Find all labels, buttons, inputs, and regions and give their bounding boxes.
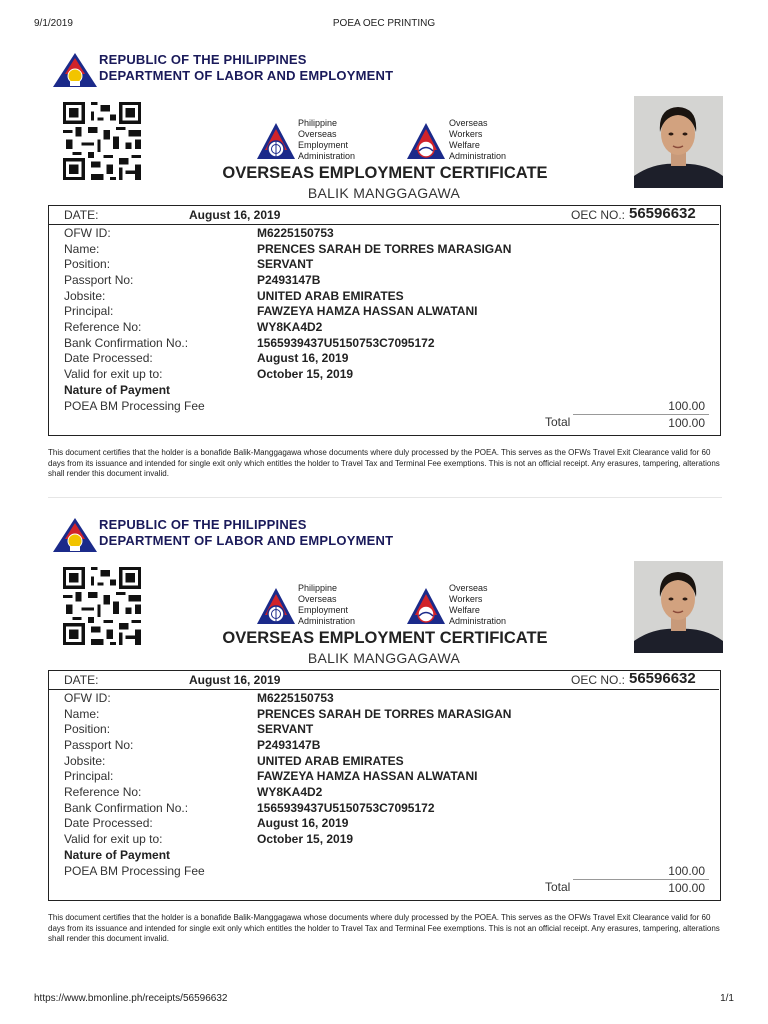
field-label: Name: bbox=[64, 707, 100, 721]
passport-value: P2493147B bbox=[257, 738, 321, 752]
owwa-seal-icon bbox=[406, 122, 446, 162]
position-value: SERVANT bbox=[257, 722, 314, 736]
oec-label: OEC NO.: bbox=[571, 208, 626, 222]
nature-of-payment-label: Nature of Payment bbox=[64, 848, 171, 862]
republic-heading: REPUBLIC OF THE PHILIPPINES bbox=[99, 517, 307, 532]
field-label: Reference No: bbox=[64, 785, 142, 799]
source-url: https://www.bmonline.ph/receipts/56596632 bbox=[34, 993, 228, 1004]
certificate-copy-2 bbox=[0, 465, 768, 943]
header-divider bbox=[49, 689, 719, 690]
date-value: August 16, 2019 bbox=[189, 208, 281, 222]
field-label: Bank Confirmation No.: bbox=[64, 336, 189, 350]
field-label: Position: bbox=[64, 722, 111, 736]
certificate-details bbox=[48, 670, 721, 901]
date-value: August 16, 2019 bbox=[189, 673, 281, 687]
field-label: Principal: bbox=[64, 304, 114, 318]
name-value: PRENCES SARAH DE TORRES MARASIGAN bbox=[257, 242, 512, 256]
oec-number: 56596632 bbox=[629, 205, 696, 222]
field-label: Passport No: bbox=[64, 273, 134, 287]
field-label: Jobsite: bbox=[64, 754, 106, 768]
passport-value: P2493147B bbox=[257, 273, 321, 287]
certificate-notice: This document certifies that the holder is a bonafide Balik-Manggagawa whose documents where duly processed by the POEA. This serves as the OFWs Travel Exit Clearance valid for 60 days from its issuance and intended for single exit only which entitles the holder to Travel Tax and Terminal Fee exemptions. This is not an official receipt. Any erasures, tampering, alterations shall render this document invalid. bbox=[48, 913, 720, 943]
reference-value: WY8KA4D2 bbox=[257, 320, 323, 334]
field-label: OFW ID: bbox=[64, 691, 111, 705]
certificate-title: OVERSEAS EMPLOYMENT CERTIFICATE bbox=[222, 629, 548, 647]
fee-label: POEA BM Processing Fee bbox=[64, 399, 205, 413]
total-divider bbox=[573, 414, 709, 415]
bank-confirmation-value: 1565939437U5150753C7095172 bbox=[257, 336, 435, 350]
reference-value: WY8KA4D2 bbox=[257, 785, 323, 799]
principal-value: FAWZEYA HAMZA HASSAN ALWATANI bbox=[257, 304, 478, 318]
page-number: 1/1 bbox=[720, 993, 734, 1004]
header-divider bbox=[49, 224, 719, 225]
valid-until-value: October 15, 2019 bbox=[257, 832, 354, 846]
certificate-subtitle: BALIK MANGGAGAWA bbox=[307, 185, 461, 201]
field-label: Valid for exit up to: bbox=[64, 832, 163, 846]
certificate-copy-1 bbox=[0, 0, 768, 478]
fee-amount: 100.00 bbox=[668, 864, 705, 878]
position-value: SERVANT bbox=[257, 257, 314, 271]
total-amount: 100.00 bbox=[668, 416, 705, 430]
name-value: PRENCES SARAH DE TORRES MARASIGAN bbox=[257, 707, 512, 721]
total-divider bbox=[573, 879, 709, 880]
fee-label: POEA BM Processing Fee bbox=[64, 864, 205, 878]
principal-value: FAWZEYA HAMZA HASSAN ALWATANI bbox=[257, 769, 478, 783]
dole-seal-icon bbox=[52, 52, 98, 88]
poea-seal-icon bbox=[256, 122, 296, 162]
date-label: DATE: bbox=[64, 673, 99, 687]
print-date: 9/1/2019 bbox=[34, 18, 73, 29]
certificate-notice: This document certifies that the holder is a bonafide Balik-Manggagawa whose documents where duly processed by the POEA. This serves as the OFWs Travel Exit Clearance valid for 60 days from its issuance and intended for single exit only which entitles the holder to Travel Tax and Terminal Fee exemptions. This is not an official receipt. Any erasures, tampering, alterations shall render this document invalid. bbox=[48, 448, 720, 478]
oec-label: OEC NO.: bbox=[571, 673, 626, 687]
owwa-name: Overseas Workers Welfare Administration bbox=[449, 118, 507, 161]
field-label: Date Processed: bbox=[64, 816, 153, 830]
date-processed-value: August 16, 2019 bbox=[257, 816, 349, 830]
date-label: DATE: bbox=[64, 208, 99, 222]
certificate-subtitle: BALIK MANGGAGAWA bbox=[307, 650, 461, 666]
republic-heading: REPUBLIC OF THE PHILIPPINES bbox=[99, 52, 307, 67]
department-heading: DEPARTMENT OF LABOR AND EMPLOYMENT bbox=[99, 533, 394, 548]
field-label: Bank Confirmation No.: bbox=[64, 801, 189, 815]
field-label: Name: bbox=[64, 242, 100, 256]
total-amount: 100.00 bbox=[668, 881, 705, 895]
dole-seal-icon bbox=[52, 517, 98, 553]
print-title: POEA OEC PRINTING bbox=[332, 18, 436, 29]
ofw-id-value: M6225150753 bbox=[257, 226, 334, 240]
field-label: Passport No: bbox=[64, 738, 134, 752]
field-label: OFW ID: bbox=[64, 226, 111, 240]
field-label: Jobsite: bbox=[64, 289, 106, 303]
poea-seal-icon bbox=[256, 587, 296, 627]
field-label: Reference No: bbox=[64, 320, 142, 334]
jobsite-value: UNITED ARAB EMIRATES bbox=[257, 289, 404, 303]
field-label: Valid for exit up to: bbox=[64, 367, 163, 381]
poea-name: Philippine Overseas Employment Administration bbox=[298, 583, 356, 626]
valid-until-value: October 15, 2019 bbox=[257, 367, 354, 381]
poea-name: Philippine Overseas Employment Administration bbox=[298, 118, 356, 161]
field-label: Position: bbox=[64, 257, 111, 271]
owwa-name: Overseas Workers Welfare Administration bbox=[449, 583, 507, 626]
oec-number: 56596632 bbox=[629, 670, 696, 687]
total-label: Total bbox=[545, 880, 571, 894]
field-label: Date Processed: bbox=[64, 351, 153, 365]
certificate-details bbox=[48, 205, 721, 436]
bank-confirmation-value: 1565939437U5150753C7095172 bbox=[257, 801, 435, 815]
fee-amount: 100.00 bbox=[668, 399, 705, 413]
date-processed-value: August 16, 2019 bbox=[257, 351, 349, 365]
certificate-title: OVERSEAS EMPLOYMENT CERTIFICATE bbox=[222, 164, 548, 182]
owwa-seal-icon bbox=[406, 587, 446, 627]
print-footer bbox=[0, 990, 768, 1010]
jobsite-value: UNITED ARAB EMIRATES bbox=[257, 754, 404, 768]
field-label: Principal: bbox=[64, 769, 114, 783]
department-heading: DEPARTMENT OF LABOR AND EMPLOYMENT bbox=[99, 68, 394, 83]
nature-of-payment-label: Nature of Payment bbox=[64, 383, 171, 397]
total-label: Total bbox=[545, 415, 571, 429]
ofw-id-value: M6225150753 bbox=[257, 691, 334, 705]
